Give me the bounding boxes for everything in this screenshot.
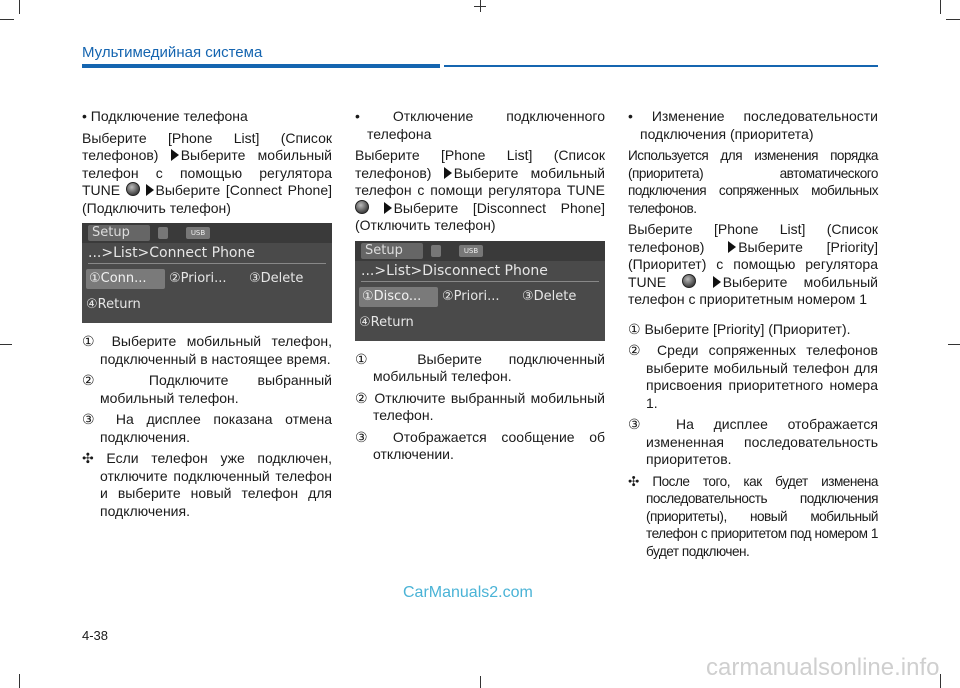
arrow-icon: [444, 167, 452, 179]
crop-mark: [474, 6, 486, 7]
instruction-c: Выберите [Connect Phone] (Подключить телефон): [82, 182, 333, 216]
header-rule: [82, 64, 440, 68]
setup-label: Setup: [361, 243, 423, 259]
crop-mark: [0, 19, 14, 20]
step-2: ② Отключите выбранный мобильный телефон.: [355, 389, 605, 423]
return-option: ④Return: [359, 314, 414, 330]
section-title: Мультимедийная система: [82, 44, 263, 61]
instruction-b: Выберите [Priority] (Приоритет) с помощью регулятора TUNE: [628, 238, 878, 290]
setup-label: Setup: [88, 225, 150, 241]
priority-option: ②Priori...: [169, 271, 227, 286]
column-disconnect: [355, 108, 605, 468]
arrow-icon: [728, 241, 736, 253]
step-3: ③ Отображается сообщение об отключении.: [355, 428, 605, 462]
instruction-c: Выберите мобильный телефон с приоритетным номером 1: [628, 273, 878, 307]
arrow-icon: [384, 202, 392, 214]
note: ✣ Если телефон уже подключен, отключите подключенный телефон и выберите новый телефон для подключения.: [82, 450, 332, 519]
bullet-heading: • Отключение подключенного телефона: [355, 108, 605, 142]
usb-icon: USB: [459, 245, 483, 257]
bluetooth-icon: [158, 227, 168, 239]
instruction-a: Выберите [Phone List] (Список телефонов): [82, 129, 332, 163]
screen-path: ...>List>Connect Phone: [88, 245, 255, 261]
step-1: ① Выберите мобильный телефон, подключенный в настоящее время.: [82, 333, 332, 367]
bullet-heading: • Изменение последовательности подключения (приоритета): [628, 108, 878, 142]
instructions: [82, 130, 332, 218]
delete-option: ③Delete: [522, 288, 577, 304]
priority-description: Используется для изменения порядка (приоритета) автоматического подключения сопряженных мобильных телефонов.: [628, 148, 878, 216]
priority-option: ②Priori...: [442, 288, 500, 304]
display-screen: [82, 223, 332, 323]
arrow-icon: [146, 184, 154, 196]
bluetooth-icon: [431, 245, 441, 257]
screen-divider: [88, 263, 326, 264]
note: ✣ После того, как будет изменена последовательность подключения (приоритеты), новый мобильный телефон с приоритетом под номером 1 будет подключен.: [628, 473, 878, 559]
disconnect-option: ①Disco...: [359, 287, 438, 307]
crop-mark: [480, 676, 481, 688]
watermark: CarManuals2.com: [403, 584, 533, 601]
crop-mark: [19, 674, 20, 688]
bullet-heading: • Подключение телефона: [82, 108, 248, 124]
connect-option: ①Conn...: [86, 269, 165, 289]
usb-icon: USB: [186, 227, 210, 239]
tune-knob-icon: [126, 182, 140, 196]
instruction-c: Выберите [Disconnect Phone] (Отключить телефон): [355, 199, 605, 233]
watermark-bottom: carmanualsonline.info: [706, 654, 940, 681]
crop-mark: [946, 19, 960, 20]
step-1: ① Выберите [Priority] (Приоритет).: [628, 320, 851, 337]
step-2: ② Среди сопряженных телефонов выберите мобильный телефон для присвоения приоритетного номера 1.: [628, 342, 878, 411]
header-rule-thin: [444, 65, 878, 67]
return-option: ④Return: [86, 297, 141, 312]
tune-knob-icon: [682, 274, 696, 288]
column-priority: [628, 108, 878, 564]
arrow-icon: [713, 276, 721, 288]
arrow-icon: [171, 149, 179, 161]
crop-mark: [19, 0, 20, 14]
column-connect: [82, 108, 332, 524]
delete-option: ③Delete: [249, 271, 304, 286]
step-3: ③ На дисплее показана отмена подключения.: [82, 411, 332, 445]
crop-mark: [940, 674, 941, 688]
instructions: [355, 147, 605, 235]
crop-mark: [0, 344, 12, 345]
screen-path: ...>List>Disconnect Phone: [361, 262, 548, 279]
step-1: ① Выберите подключенный мобильный телефон.: [355, 350, 605, 384]
step-3: ③ На дисплее отображается измененная последовательность приоритетов.: [628, 416, 878, 467]
instruction-a: Выберите [Phone List] (Список телефонов): [355, 147, 605, 181]
crop-mark: [948, 344, 960, 345]
crop-mark: [940, 0, 941, 14]
instruction-b: Выберите мобильный телефон с помощи регулятора TUNE: [355, 164, 605, 198]
instruction-b: Выберите мобильный телефон с помощью регулятора TUNE: [82, 147, 332, 198]
instruction-a: Выберите [Phone List] (Список телефонов): [628, 221, 878, 255]
step-2: ② Подключите выбранный мобильный телефон.: [82, 372, 332, 406]
instructions: [628, 221, 878, 309]
display-screen: [355, 241, 605, 341]
screen-divider: [361, 281, 599, 282]
tune-knob-icon: [355, 200, 369, 214]
page-number: 4-38: [82, 628, 109, 643]
